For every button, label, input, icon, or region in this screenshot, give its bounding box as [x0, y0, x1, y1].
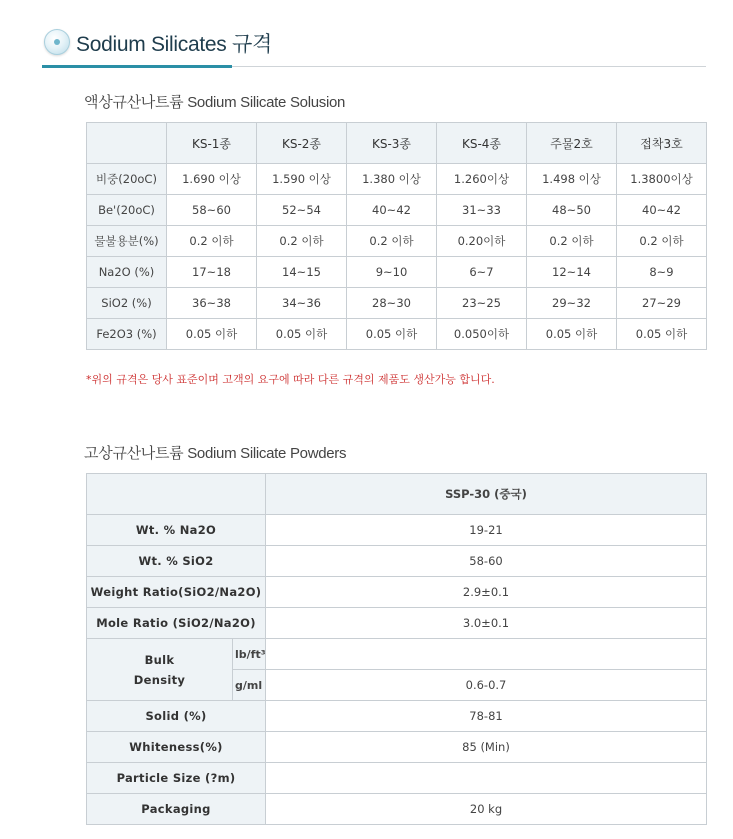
powder-spec-table — [86, 473, 707, 825]
table-row — [87, 319, 707, 350]
row-label: Wt. % Na2O — [87, 515, 266, 546]
column-header: 주물2호 — [527, 123, 617, 164]
table-row — [87, 195, 707, 226]
table-cell: 58~60 — [167, 195, 257, 226]
table-cell: 19-21 — [266, 515, 707, 546]
column-header: SSP-30 (중국) — [266, 474, 707, 515]
row-label: Fe2O3 (%) — [87, 319, 167, 350]
table-row — [87, 515, 707, 546]
row-label: Solid (%) — [87, 701, 266, 732]
table-cell: 85 (Min) — [266, 732, 707, 763]
table-cell: 0.6-0.7 — [266, 670, 707, 701]
row-label: SiO2 (%) — [87, 288, 167, 319]
table-row — [87, 794, 707, 825]
table-cell: 40~42 — [617, 195, 707, 226]
bulk-density-label — [87, 639, 233, 701]
table-row — [87, 226, 707, 257]
table-cell: 1.590 이상 — [257, 164, 347, 195]
table-row — [87, 639, 707, 670]
table-cell: 52~54 — [257, 195, 347, 226]
table-cell: 0.05 이하 — [257, 319, 347, 350]
table-cell: 1.380 이상 — [347, 164, 437, 195]
row-label: Particle Size (?m) — [87, 763, 266, 794]
table-cell: 40~42 — [347, 195, 437, 226]
table-cell: 20 kg — [266, 794, 707, 825]
table-cell: 12~14 — [527, 257, 617, 288]
row-label: Be'(20oC) — [87, 195, 167, 226]
table-cell: 28~30 — [347, 288, 437, 319]
ball-icon — [44, 29, 70, 55]
table-row — [87, 164, 707, 195]
table-cell: 36~38 — [167, 288, 257, 319]
table-cell: 0.2 이하 — [257, 226, 347, 257]
table-cell: 1.260이상 — [437, 164, 527, 195]
powder-section-title: 고상규산나트륨 Sodium Silicate Powders — [84, 445, 347, 462]
row-label: Whiteness(%) — [87, 732, 266, 763]
column-header: KS-1종 — [167, 123, 257, 164]
table-cell: 34~36 — [257, 288, 347, 319]
row-label: Packaging — [87, 794, 266, 825]
table-header-row — [87, 123, 707, 164]
table-cell — [266, 639, 707, 670]
unit-label: g/ml — [233, 670, 266, 701]
bulk-label-line2: Density — [133, 672, 186, 687]
header-accent-line — [42, 65, 232, 68]
table-row — [87, 763, 707, 794]
table-cell: 0.05 이하 — [347, 319, 437, 350]
table-cell: 2.9±0.1 — [266, 577, 707, 608]
table-row — [87, 701, 707, 732]
table-row — [87, 288, 707, 319]
table-cell: 0.050이하 — [437, 319, 527, 350]
table-cell: 78-81 — [266, 701, 707, 732]
table-cell: 48~50 — [527, 195, 617, 226]
row-label: Weight Ratio(SiO2/Na2O) — [87, 577, 266, 608]
table-cell — [266, 763, 707, 794]
table-corner-cell — [87, 474, 266, 515]
column-header: KS-2종 — [257, 123, 347, 164]
column-header: KS-4종 — [437, 123, 527, 164]
table-cell: 1.3800이상 — [617, 164, 707, 195]
row-label: Na2O (%) — [87, 257, 167, 288]
liquid-section-title: 액상규산나트륨 Sodium Silicate Solusion — [84, 94, 346, 111]
table-cell: 0.2 이하 — [167, 226, 257, 257]
table-row — [87, 546, 707, 577]
table-cell: 0.05 이하 — [527, 319, 617, 350]
table-cell: 31~33 — [437, 195, 527, 226]
table-cell: 0.05 이하 — [167, 319, 257, 350]
table-cell: 9~10 — [347, 257, 437, 288]
row-label: 물불용분(%) — [87, 226, 167, 257]
table-cell: 6~7 — [437, 257, 527, 288]
table-cell: 0.20이하 — [437, 226, 527, 257]
page-header — [42, 26, 706, 67]
row-label: Wt. % SiO2 — [87, 546, 266, 577]
table-cell: 0.2 이하 — [527, 226, 617, 257]
table-header-row — [87, 474, 707, 515]
table-cell: 27~29 — [617, 288, 707, 319]
column-header: 접착3호 — [617, 123, 707, 164]
table-cell: 29~32 — [527, 288, 617, 319]
table-cell: 1.690 이상 — [167, 164, 257, 195]
table-cell: 14~15 — [257, 257, 347, 288]
table-row — [87, 577, 707, 608]
table-cell: 58-60 — [266, 546, 707, 577]
table-cell: 0.05 이하 — [617, 319, 707, 350]
table-cell: 8~9 — [617, 257, 707, 288]
row-label: 비중(20oC) — [87, 164, 167, 195]
unit-label: lb/ft³ — [233, 639, 266, 670]
page-title: Sodium Silicates 규격 — [76, 33, 272, 56]
table-row — [87, 608, 707, 639]
table-cell: 23~25 — [437, 288, 527, 319]
table-row — [87, 257, 707, 288]
row-label: Mole Ratio (SiO2/Na2O) — [87, 608, 266, 639]
table-cell: 17~18 — [167, 257, 257, 288]
table-cell: 3.0±0.1 — [266, 608, 707, 639]
table-cell: 0.2 이하 — [617, 226, 707, 257]
table-cell: 1.498 이상 — [527, 164, 617, 195]
table-row — [87, 732, 707, 763]
table-cell: 0.2 이하 — [347, 226, 437, 257]
table-corner-cell — [87, 123, 167, 164]
column-header: KS-3종 — [347, 123, 437, 164]
spec-note: *위의 규격은 당사 표준이며 고객의 요구에 따라 다른 규격의 제품도 생산가능 합니다. — [86, 373, 495, 386]
bulk-label-line1: Bulk — [144, 652, 175, 667]
liquid-spec-table — [86, 122, 707, 350]
